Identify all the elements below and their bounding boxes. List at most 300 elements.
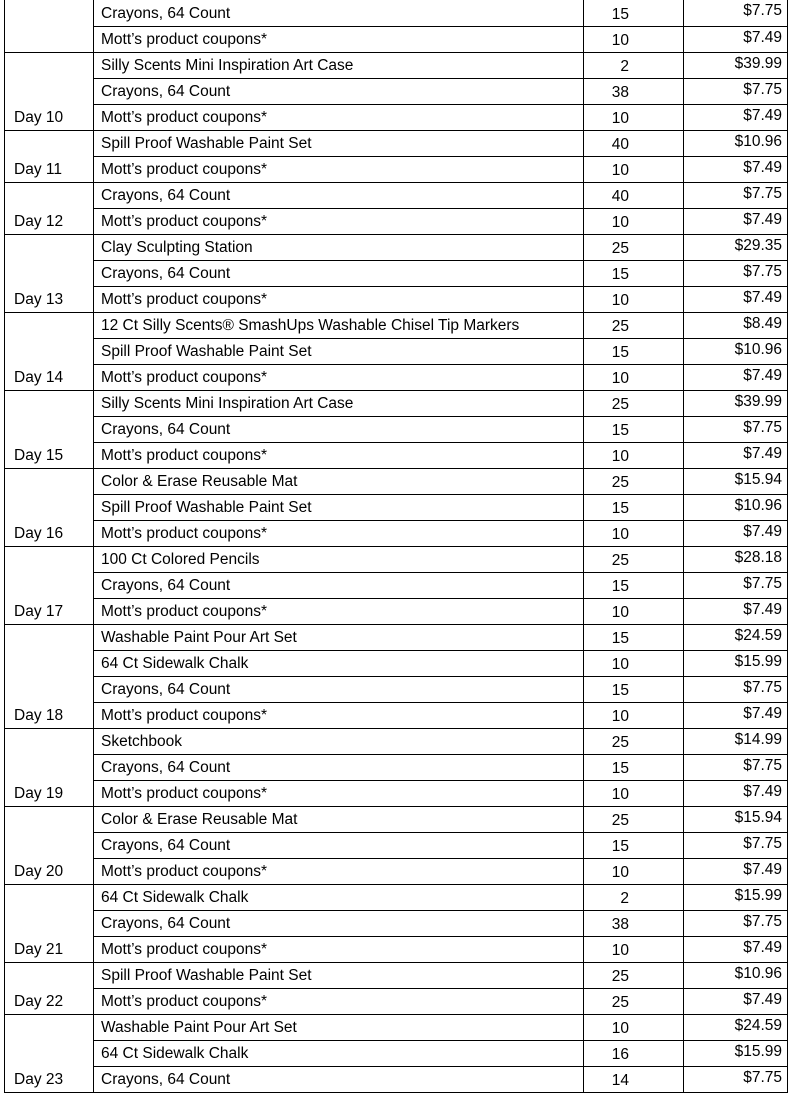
table-row xyxy=(5,234,788,260)
item-price: $15.99 xyxy=(734,1042,782,1060)
day-label: Day 18 xyxy=(14,707,64,724)
item-name-cell xyxy=(94,910,584,936)
item-name-cell xyxy=(94,832,584,858)
day-cell xyxy=(5,988,94,1014)
table-row xyxy=(5,442,788,468)
item-price: $7.75 xyxy=(743,184,782,202)
item-name: 64 Ct Sidewalk Chalk xyxy=(101,655,249,672)
table-row xyxy=(5,1014,788,1040)
day-cell xyxy=(5,1014,94,1040)
item-name-cell xyxy=(94,962,584,988)
item-price: $7.75 xyxy=(743,756,782,774)
item-quantity: 10 xyxy=(611,110,629,127)
item-quantity-cell xyxy=(584,780,684,806)
item-name: Mott’s product coupons* xyxy=(101,213,268,230)
item-name-cell xyxy=(94,208,584,234)
item-quantity: 40 xyxy=(611,188,629,205)
day-cell xyxy=(5,260,94,286)
item-price-cell xyxy=(684,780,788,806)
day-cell xyxy=(5,780,94,806)
item-quantity: 10 xyxy=(611,942,629,959)
item-price: $10.96 xyxy=(734,132,782,150)
item-name-cell xyxy=(94,1066,584,1092)
item-quantity-cell xyxy=(584,650,684,676)
item-name: Crayons, 64 Count xyxy=(101,265,231,282)
item-name-cell xyxy=(94,130,584,156)
item-name: Mott’s product coupons* xyxy=(101,161,268,178)
item-quantity-cell xyxy=(584,598,684,624)
item-name: 12 Ct Silly Scents® SmashUps Washable Chisel Tip Markers xyxy=(101,317,520,334)
day-cell xyxy=(5,156,94,182)
day-cell xyxy=(5,338,94,364)
item-price-cell xyxy=(684,390,788,416)
item-quantity: 10 xyxy=(611,370,629,387)
item-quantity-cell xyxy=(584,624,684,650)
table-row xyxy=(5,338,788,364)
day-cell xyxy=(5,494,94,520)
item-price-cell xyxy=(684,416,788,442)
day-cell xyxy=(5,936,94,962)
item-name: Crayons, 64 Count xyxy=(101,759,231,776)
day-label: Day 22 xyxy=(14,993,64,1010)
item-quantity-cell xyxy=(584,260,684,286)
item-quantity-cell xyxy=(584,182,684,208)
item-price-cell xyxy=(684,208,788,234)
item-name: Silly Scents Mini Inspiration Art Case xyxy=(101,57,354,74)
item-name-cell xyxy=(94,780,584,806)
item-quantity: 25 xyxy=(611,474,629,491)
item-name-cell xyxy=(94,156,584,182)
item-name: Crayons, 64 Count xyxy=(101,83,231,100)
item-price: $7.49 xyxy=(743,860,782,878)
item-quantity: 2 xyxy=(620,890,629,907)
item-price-cell xyxy=(684,598,788,624)
item-name-cell xyxy=(94,936,584,962)
item-price: $14.99 xyxy=(734,730,782,748)
item-name-cell xyxy=(94,182,584,208)
item-name-cell xyxy=(94,1014,584,1040)
item-quantity-cell xyxy=(584,936,684,962)
item-name-cell xyxy=(94,676,584,702)
item-price: $7.75 xyxy=(743,418,782,436)
item-price: $10.96 xyxy=(734,964,782,982)
item-quantity-cell xyxy=(584,546,684,572)
table-row xyxy=(5,572,788,598)
item-quantity-cell xyxy=(584,728,684,754)
day-cell xyxy=(5,208,94,234)
day-cell xyxy=(5,234,94,260)
item-quantity: 25 xyxy=(611,812,629,829)
item-name: Mott’s product coupons* xyxy=(101,863,268,880)
item-price-cell xyxy=(684,468,788,494)
item-price-cell xyxy=(684,936,788,962)
item-name-cell xyxy=(94,728,584,754)
item-quantity: 10 xyxy=(611,656,629,673)
day-cell xyxy=(5,78,94,104)
table-row xyxy=(5,364,788,390)
item-quantity: 15 xyxy=(611,838,629,855)
item-price: $7.49 xyxy=(743,158,782,176)
item-quantity: 25 xyxy=(611,968,629,985)
item-quantity-cell xyxy=(584,156,684,182)
item-quantity-cell xyxy=(584,754,684,780)
item-name: Crayons, 64 Count xyxy=(101,5,231,22)
item-quantity-cell xyxy=(584,468,684,494)
item-quantity: 15 xyxy=(611,630,629,647)
item-name-cell xyxy=(94,494,584,520)
item-price: $7.75 xyxy=(743,262,782,280)
item-price: $7.49 xyxy=(743,990,782,1008)
item-quantity-cell xyxy=(584,390,684,416)
item-quantity: 25 xyxy=(611,240,629,257)
item-price: $15.94 xyxy=(734,808,782,826)
table-row xyxy=(5,546,788,572)
item-quantity: 15 xyxy=(611,344,629,361)
item-price: $24.59 xyxy=(734,1016,782,1034)
item-price: $7.75 xyxy=(743,678,782,696)
table-row xyxy=(5,26,788,52)
table-row xyxy=(5,832,788,858)
day-label: Day 14 xyxy=(14,369,64,386)
item-name: 64 Ct Sidewalk Chalk xyxy=(101,1045,249,1062)
item-name-cell xyxy=(94,234,584,260)
day-cell xyxy=(5,468,94,494)
item-price: $7.75 xyxy=(743,2,782,19)
item-price: $29.35 xyxy=(734,236,782,254)
item-name-cell xyxy=(94,260,584,286)
item-price-cell xyxy=(684,754,788,780)
item-quantity: 10 xyxy=(611,604,629,621)
item-quantity: 10 xyxy=(611,448,629,465)
day-cell xyxy=(5,728,94,754)
day-cell xyxy=(5,416,94,442)
item-price: $10.96 xyxy=(734,496,782,514)
table-row xyxy=(5,52,788,78)
item-name: Mott’s product coupons* xyxy=(101,109,268,126)
item-price: $7.49 xyxy=(743,28,782,46)
day-cell xyxy=(5,130,94,156)
item-quantity-cell xyxy=(584,364,684,390)
item-quantity: 10 xyxy=(611,214,629,231)
item-name-cell xyxy=(94,624,584,650)
item-price: $15.99 xyxy=(734,886,782,904)
item-quantity-cell xyxy=(584,988,684,1014)
item-price-cell xyxy=(684,494,788,520)
day-cell xyxy=(5,572,94,598)
table-row xyxy=(5,676,788,702)
item-price-cell xyxy=(684,884,788,910)
day-cell xyxy=(5,182,94,208)
item-name-cell xyxy=(94,650,584,676)
item-name-cell xyxy=(94,312,584,338)
item-quantity: 15 xyxy=(611,422,629,439)
item-quantity: 10 xyxy=(611,708,629,725)
day-label: Day 20 xyxy=(14,863,64,880)
day-label xyxy=(14,48,93,52)
item-price: $7.75 xyxy=(743,1068,782,1086)
item-name: Mott’s product coupons* xyxy=(101,941,268,958)
item-quantity-cell xyxy=(584,676,684,702)
item-price-cell xyxy=(684,52,788,78)
item-name-cell xyxy=(94,884,584,910)
item-price: $7.75 xyxy=(743,80,782,98)
item-quantity-cell xyxy=(584,286,684,312)
table-row xyxy=(5,104,788,130)
day-cell xyxy=(5,390,94,416)
item-price-cell xyxy=(684,1014,788,1040)
table-row xyxy=(5,988,788,1014)
item-quantity: 25 xyxy=(611,318,629,335)
item-name: Mott’s product coupons* xyxy=(101,31,268,48)
item-name: Washable Paint Pour Art Set xyxy=(101,629,297,646)
day-cell xyxy=(5,286,94,312)
item-name-cell xyxy=(94,52,584,78)
table-row xyxy=(5,520,788,546)
day-label: Day 17 xyxy=(14,603,64,620)
item-name-cell xyxy=(94,390,584,416)
item-quantity-cell xyxy=(584,416,684,442)
table-row xyxy=(5,1040,788,1066)
day-cell xyxy=(5,676,94,702)
item-price-cell xyxy=(684,78,788,104)
item-quantity-cell xyxy=(584,572,684,598)
table-row xyxy=(5,416,788,442)
item-price-cell xyxy=(684,442,788,468)
table-row xyxy=(5,286,788,312)
day-cell xyxy=(5,884,94,910)
item-price: $39.99 xyxy=(734,54,782,72)
item-price-cell xyxy=(684,572,788,598)
item-quantity-cell xyxy=(584,962,684,988)
day-cell xyxy=(5,806,94,832)
item-quantity-cell xyxy=(584,702,684,728)
table-row xyxy=(5,130,788,156)
item-price-cell xyxy=(684,728,788,754)
item-price: $7.49 xyxy=(743,522,782,540)
item-price-cell xyxy=(684,858,788,884)
item-name: Clay Sculpting Station xyxy=(101,239,253,256)
item-price: $7.75 xyxy=(743,912,782,930)
item-quantity: 15 xyxy=(611,760,629,777)
table-row xyxy=(5,156,788,182)
item-price-cell xyxy=(684,338,788,364)
day-cell xyxy=(5,26,94,52)
item-name-cell xyxy=(94,364,584,390)
table-row xyxy=(5,260,788,286)
day-cell xyxy=(5,520,94,546)
day-cell xyxy=(5,910,94,936)
item-name: Crayons, 64 Count xyxy=(101,837,231,854)
item-price: $39.99 xyxy=(734,392,782,410)
table-row xyxy=(5,0,788,26)
table-row xyxy=(5,650,788,676)
table-row xyxy=(5,754,788,780)
day-label: Day 12 xyxy=(14,213,64,230)
day-cell xyxy=(5,1040,94,1066)
item-name-cell xyxy=(94,468,584,494)
item-name-cell xyxy=(94,754,584,780)
item-name: Color & Erase Reusable Mat xyxy=(101,473,298,490)
item-price-cell xyxy=(684,962,788,988)
item-name: Color & Erase Reusable Mat xyxy=(101,811,298,828)
item-price: $7.49 xyxy=(743,938,782,956)
item-name: Mott’s product coupons* xyxy=(101,291,268,308)
item-quantity-cell xyxy=(584,234,684,260)
item-quantity: 15 xyxy=(611,6,629,23)
item-price: $7.49 xyxy=(743,366,782,384)
item-name: Crayons, 64 Count xyxy=(101,1071,231,1088)
table-row xyxy=(5,598,788,624)
item-quantity-cell xyxy=(584,832,684,858)
item-price-cell xyxy=(684,260,788,286)
item-quantity-cell xyxy=(584,208,684,234)
item-price-cell xyxy=(684,234,788,260)
item-name-cell xyxy=(94,806,584,832)
item-name: Silly Scents Mini Inspiration Art Case xyxy=(101,395,354,412)
table-row xyxy=(5,468,788,494)
item-quantity-cell xyxy=(584,78,684,104)
item-name-cell xyxy=(94,1040,584,1066)
table-row xyxy=(5,78,788,104)
item-quantity: 10 xyxy=(611,786,629,803)
day-cell xyxy=(5,858,94,884)
item-quantity-cell xyxy=(584,312,684,338)
table-row xyxy=(5,728,788,754)
item-name: Spill Proof Washable Paint Set xyxy=(101,967,312,984)
item-name: Mott’s product coupons* xyxy=(101,603,268,620)
item-price-cell xyxy=(684,988,788,1014)
day-cell xyxy=(5,364,94,390)
item-price-cell xyxy=(684,806,788,832)
item-quantity: 38 xyxy=(611,84,629,101)
day-label: Day 10 xyxy=(14,109,64,126)
item-quantity: 15 xyxy=(611,578,629,595)
item-price-cell xyxy=(684,364,788,390)
item-quantity: 14 xyxy=(611,1072,629,1089)
item-price-cell xyxy=(684,650,788,676)
day-label: Day 23 xyxy=(14,1071,64,1088)
item-price-cell xyxy=(684,312,788,338)
day-cell xyxy=(5,0,94,26)
item-quantity: 15 xyxy=(611,500,629,517)
day-cell xyxy=(5,52,94,78)
item-quantity: 38 xyxy=(611,916,629,933)
table-row xyxy=(5,1066,788,1092)
item-price: $15.94 xyxy=(734,470,782,488)
day-cell xyxy=(5,624,94,650)
table-row xyxy=(5,858,788,884)
item-price-cell xyxy=(684,182,788,208)
item-name-cell xyxy=(94,0,584,26)
item-quantity: 15 xyxy=(611,682,629,699)
day-cell xyxy=(5,442,94,468)
item-name: 64 Ct Sidewalk Chalk xyxy=(101,889,249,906)
day-label: Day 11 xyxy=(14,161,62,178)
item-price-cell xyxy=(684,156,788,182)
item-quantity-cell xyxy=(584,0,684,26)
item-name-cell xyxy=(94,858,584,884)
item-name-cell xyxy=(94,520,584,546)
table-row xyxy=(5,182,788,208)
item-quantity: 10 xyxy=(611,1020,629,1037)
table-row xyxy=(5,936,788,962)
item-price: $28.18 xyxy=(734,548,782,566)
day-cell xyxy=(5,598,94,624)
table-row xyxy=(5,702,788,728)
item-quantity-cell xyxy=(584,130,684,156)
day-label: Day 13 xyxy=(14,291,64,308)
day-cell xyxy=(5,546,94,572)
item-quantity-cell xyxy=(584,806,684,832)
item-price: $7.49 xyxy=(743,444,782,462)
item-name-cell xyxy=(94,78,584,104)
item-quantity: 25 xyxy=(611,552,629,569)
table-row xyxy=(5,962,788,988)
item-name: Spill Proof Washable Paint Set xyxy=(101,499,312,516)
item-quantity-cell xyxy=(584,1040,684,1066)
day-cell xyxy=(5,312,94,338)
table-row xyxy=(5,312,788,338)
item-name-cell xyxy=(94,546,584,572)
item-name: Mott’s product coupons* xyxy=(101,447,268,464)
item-quantity-cell xyxy=(584,1014,684,1040)
item-price-cell xyxy=(684,286,788,312)
item-name: Mott’s product coupons* xyxy=(101,525,268,542)
item-name-cell xyxy=(94,702,584,728)
item-name: 100 Ct Colored Pencils xyxy=(101,551,260,568)
item-quantity: 10 xyxy=(611,864,629,881)
item-price-cell xyxy=(684,26,788,52)
item-name-cell xyxy=(94,286,584,312)
item-price: $7.49 xyxy=(743,106,782,124)
item-quantity-cell xyxy=(584,910,684,936)
item-price: $7.75 xyxy=(743,574,782,592)
item-price-cell xyxy=(684,0,788,26)
day-cell xyxy=(5,702,94,728)
item-quantity: 25 xyxy=(611,734,629,751)
item-quantity-cell xyxy=(584,520,684,546)
item-price-cell xyxy=(684,130,788,156)
item-quantity-cell xyxy=(584,858,684,884)
item-quantity-cell xyxy=(584,494,684,520)
item-price-cell xyxy=(684,676,788,702)
item-name: Crayons, 64 Count xyxy=(101,915,231,932)
day-label: Day 15 xyxy=(14,447,64,464)
item-price: $24.59 xyxy=(734,626,782,644)
item-quantity: 10 xyxy=(611,32,629,49)
item-name: Crayons, 64 Count xyxy=(101,187,231,204)
item-quantity-cell xyxy=(584,26,684,52)
item-name: Mott’s product coupons* xyxy=(101,785,268,802)
item-quantity: 25 xyxy=(611,994,629,1011)
item-name-cell xyxy=(94,598,584,624)
item-price: $7.49 xyxy=(743,782,782,800)
item-price-cell xyxy=(684,1040,788,1066)
day-label: Day 21 xyxy=(14,941,64,958)
item-price-cell xyxy=(684,832,788,858)
item-quantity: 15 xyxy=(611,266,629,283)
item-name-cell xyxy=(94,26,584,52)
day-cell xyxy=(5,650,94,676)
table-row xyxy=(5,910,788,936)
day-cell xyxy=(5,104,94,130)
item-quantity: 10 xyxy=(611,526,629,543)
table-row xyxy=(5,494,788,520)
prize-schedule-table xyxy=(4,0,788,1093)
item-name-cell xyxy=(94,988,584,1014)
day-label: Day 16 xyxy=(14,525,64,542)
day-cell xyxy=(5,832,94,858)
